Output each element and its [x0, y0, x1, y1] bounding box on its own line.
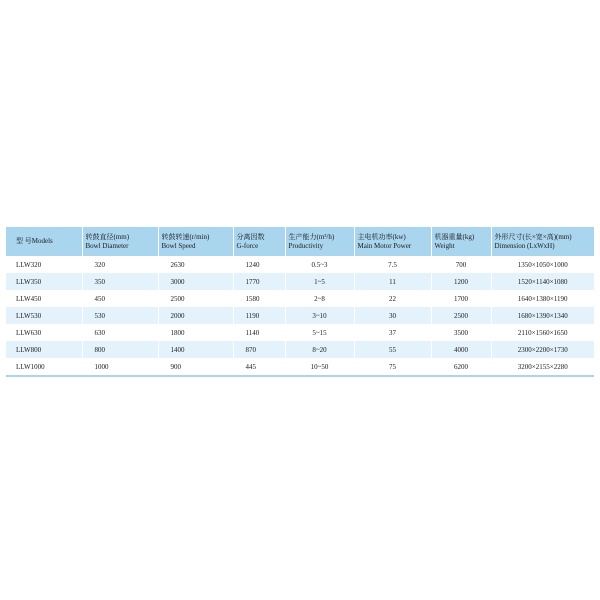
cell-productivity: 1~5	[285, 273, 354, 290]
cell-g-force: 1240	[233, 256, 285, 273]
cell-weight: 1700	[431, 290, 491, 307]
table-row	[6, 273, 594, 290]
cell-productivity: 5~15	[285, 324, 354, 341]
cell-motor-power: 55	[354, 341, 431, 358]
cell-weight: 6200	[431, 358, 491, 376]
cell-weight: 2500	[431, 307, 491, 324]
table-row	[6, 358, 594, 376]
cell-dimension: 2110×1560×1650	[491, 324, 594, 341]
cell-dimension: 3200×2155×2280	[491, 358, 594, 376]
cell-bowl-speed: 2500	[158, 290, 233, 307]
cell-motor-power: 22	[354, 290, 431, 307]
cell-motor-power: 11	[354, 273, 431, 290]
header-weight	[431, 227, 491, 256]
cell-bowl-speed: 1800	[158, 324, 233, 341]
cell-dimension: 2300×2200×1730	[491, 341, 594, 358]
cell-dimension: 1640×1380×1190	[491, 290, 594, 307]
cell-bowl-diameter: 530	[82, 307, 158, 324]
cell-bowl-speed: 1400	[158, 341, 233, 358]
cell-productivity: 3~10	[285, 307, 354, 324]
cell-dimension: 1520×1140×1080	[491, 273, 594, 290]
cell-weight: 3500	[431, 324, 491, 341]
cell-model: LLW1000	[6, 358, 82, 376]
table-row	[6, 256, 594, 273]
header-weight-cn: 机器重量(kg)	[434, 232, 475, 241]
header-bowl-diameter-cn: 转鼓直径(mm)	[85, 232, 130, 241]
header-productivity-en: Productivity	[288, 241, 324, 250]
header-bowl-diameter-en: Bowl Diameter	[85, 241, 129, 250]
header-dimension-en: Dimension (LxWxH)	[494, 241, 555, 250]
cell-bowl-diameter: 1000	[82, 358, 158, 376]
cell-model: LLW800	[6, 341, 82, 358]
table-row	[6, 341, 594, 358]
cell-model: LLW350	[6, 273, 82, 290]
cell-g-force: 1140	[233, 324, 285, 341]
cell-bowl-diameter: 630	[82, 324, 158, 341]
header-bowl-speed-en: Bowl Speed	[161, 241, 196, 250]
cell-bowl-speed: 3000	[158, 273, 233, 290]
cell-motor-power: 37	[354, 324, 431, 341]
cell-motor-power: 30	[354, 307, 431, 324]
cell-g-force: 1770	[233, 273, 285, 290]
cell-weight: 4000	[431, 341, 491, 358]
header-g-force-en: G-force	[236, 241, 259, 250]
cell-dimension: 1350×1050×1000	[491, 256, 594, 273]
cell-productivity: 2~8	[285, 290, 354, 307]
cell-weight: 1200	[431, 273, 491, 290]
table-header-row	[6, 227, 594, 256]
cell-productivity: 0.5~3	[285, 256, 354, 273]
header-models	[6, 227, 82, 256]
header-dimension-cn: 外形尺寸(长×宽×高)(mm)	[494, 232, 572, 241]
specification-table	[6, 227, 594, 377]
header-bowl-speed-cn: 转鼓转速(r/min)	[161, 232, 210, 241]
header-models-label: 型 号Models	[16, 237, 53, 245]
cell-dimension: 1680×1390×1340	[491, 307, 594, 324]
header-bowl-diameter	[82, 227, 158, 256]
cell-model: LLW630	[6, 324, 82, 341]
table-row	[6, 324, 594, 341]
cell-weight: 700	[431, 256, 491, 273]
cell-model: LLW530	[6, 307, 82, 324]
cell-motor-power: 7.5	[354, 256, 431, 273]
cell-bowl-diameter: 450	[82, 290, 158, 307]
header-main-motor-power-cn: 主电机功率(kw)	[357, 232, 406, 241]
cell-bowl-diameter: 350	[82, 273, 158, 290]
table-row	[6, 290, 594, 307]
header-bowl-speed	[158, 227, 233, 256]
cell-model: LLW450	[6, 290, 82, 307]
cell-g-force: 870	[233, 341, 285, 358]
table-row	[6, 307, 594, 324]
header-dimension	[491, 227, 594, 256]
cell-g-force: 1190	[233, 307, 285, 324]
header-main-motor-power-en: Main Motor Power	[357, 241, 412, 250]
cell-bowl-speed: 900	[158, 358, 233, 376]
cell-model: LLW320	[6, 256, 82, 273]
cell-g-force: 445	[233, 358, 285, 376]
header-productivity-cn: 生产能力(m³/h)	[288, 232, 335, 241]
header-g-force-cn: 分离因数	[236, 232, 265, 241]
cell-productivity: 8~20	[285, 341, 354, 358]
header-weight-en: Weight	[434, 241, 455, 250]
cell-bowl-diameter: 320	[82, 256, 158, 273]
cell-g-force: 1580	[233, 290, 285, 307]
header-main-motor-power	[354, 227, 431, 256]
cell-bowl-speed: 2000	[158, 307, 233, 324]
cell-motor-power: 75	[354, 358, 431, 376]
cell-productivity: 10~50	[285, 358, 354, 376]
cell-bowl-speed: 2630	[158, 256, 233, 273]
cell-bowl-diameter: 800	[82, 341, 158, 358]
header-productivity	[285, 227, 354, 256]
header-g-force	[233, 227, 285, 256]
